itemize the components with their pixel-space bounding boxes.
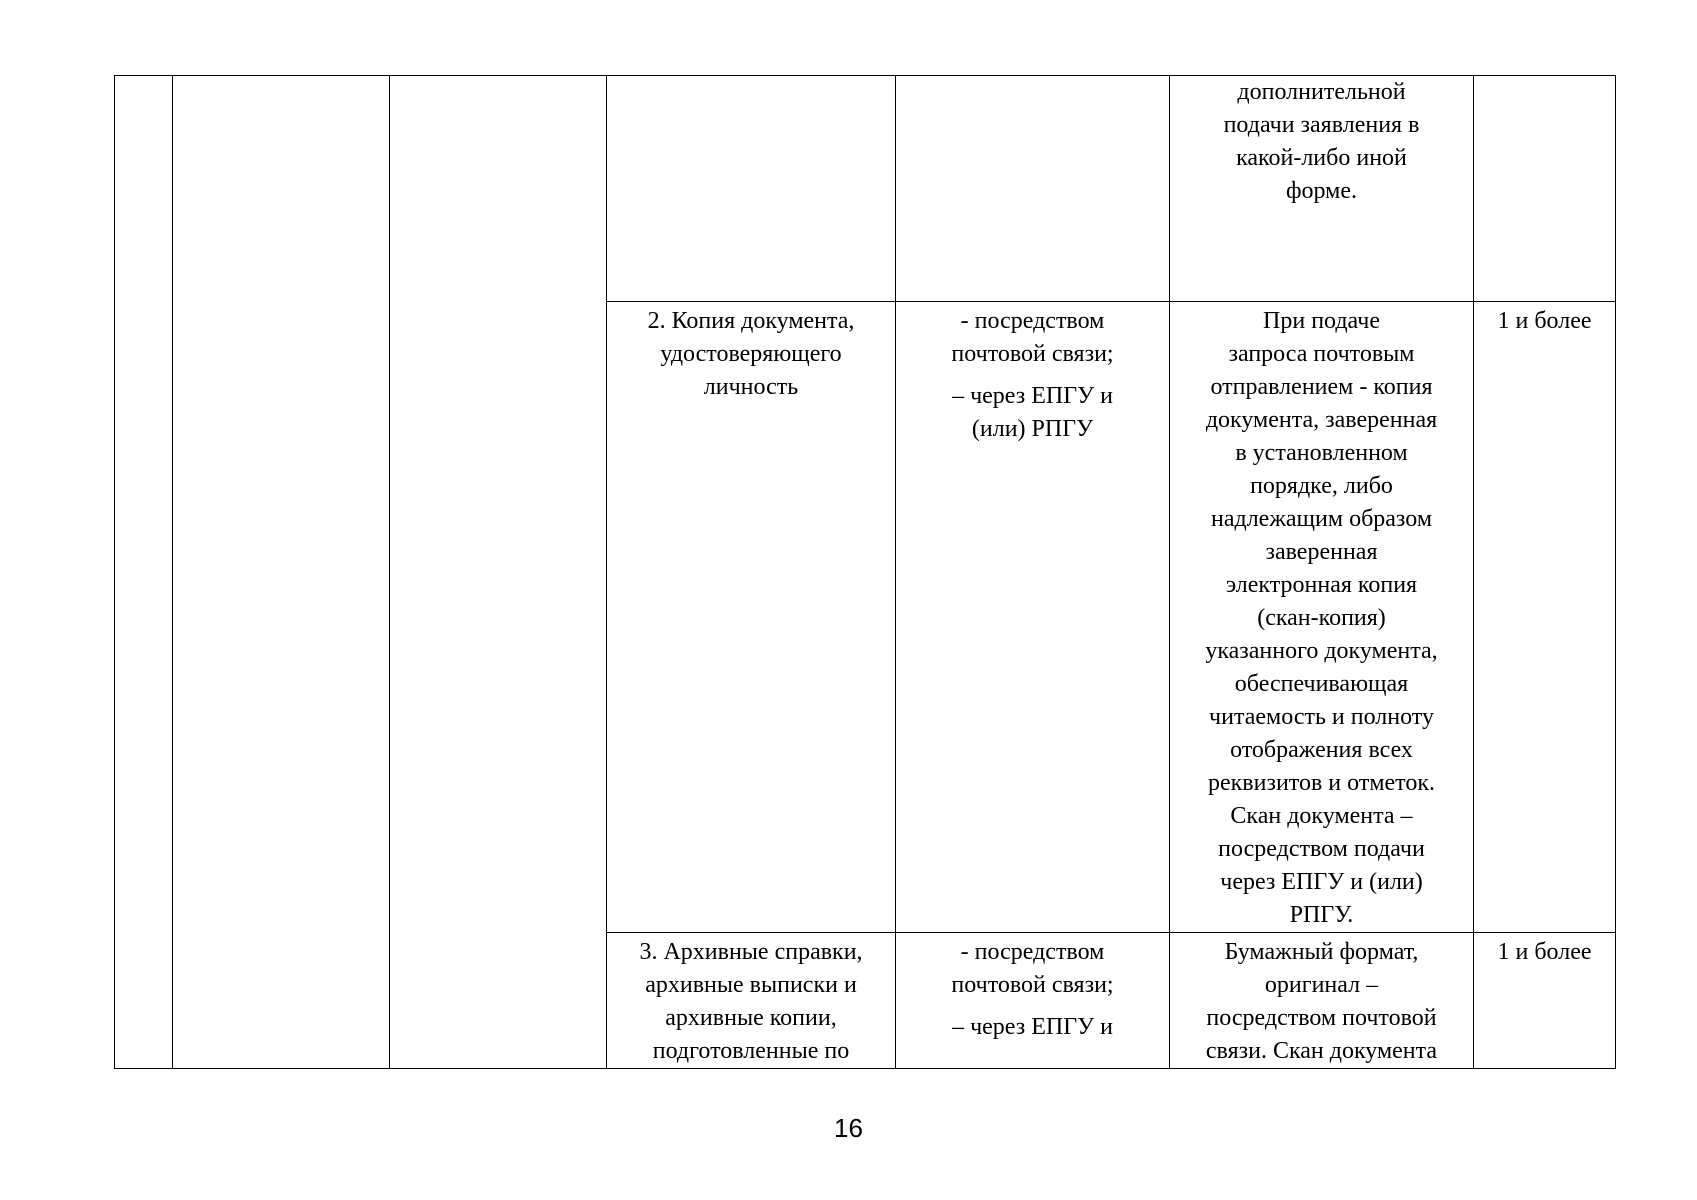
text-line: реквизитов и отметок. <box>1207 770 1435 796</box>
text-line: отображения всех <box>1230 737 1413 763</box>
text-line: - посредством <box>960 939 1105 965</box>
text-line: Скан документа – <box>1230 803 1413 829</box>
text-line: Бумажный формат, <box>1224 939 1419 965</box>
text-line: надлежащим образом <box>1210 506 1432 532</box>
quantity-text: 1 и более <box>1497 308 1592 334</box>
text-line: (или) РПГУ <box>971 416 1094 442</box>
text-line: порядке, либо <box>1250 473 1393 499</box>
text-line: посредством подачи <box>1218 836 1425 862</box>
table-cell-requirements <box>1170 302 1474 933</box>
text-line: - посредством <box>960 308 1105 334</box>
text-line: заверенная <box>1265 539 1378 565</box>
page-number: 16 <box>834 1113 863 1143</box>
text-line: указанного документа, <box>1205 638 1438 664</box>
text-line: 2. Копия документа, <box>647 308 855 334</box>
table-cell-method <box>896 933 1170 1069</box>
text-line: 3. Архивные справки, <box>639 939 863 965</box>
table-cell-method <box>896 76 1170 302</box>
text-line: архивные выписки и <box>645 972 857 998</box>
text-line: РПГУ. <box>1289 902 1354 928</box>
table-cell-quantity <box>1474 76 1616 302</box>
text-line: (скан-копия) <box>1257 605 1386 631</box>
text-line: архивные копии, <box>665 1005 837 1031</box>
table-cell-method <box>896 302 1170 933</box>
text-line: обеспечивающая <box>1234 671 1409 697</box>
text-line: электронная копия <box>1225 572 1418 598</box>
text-line: читаемость и полноту <box>1209 704 1434 730</box>
text-line: в установленном <box>1235 440 1408 466</box>
text-line: документа, заверенная <box>1205 407 1438 433</box>
text-line: При подаче <box>1263 308 1380 334</box>
table-cell-requirements <box>1170 933 1474 1069</box>
table-cell-requirements <box>1170 76 1474 302</box>
text-line: запроса почтовым <box>1228 341 1415 367</box>
table-row <box>115 76 1616 302</box>
text-line: дополнительной <box>1237 79 1406 105</box>
table-cell-document <box>607 76 896 302</box>
requirements-table <box>114 75 1616 1069</box>
text-line: почтовой связи; <box>951 972 1114 998</box>
text-line: подготовленные по <box>652 1038 850 1064</box>
text-line: удостоверяющего <box>660 341 842 367</box>
table-cell-quantity <box>1474 302 1616 933</box>
text-line: посредством почтовой <box>1206 1005 1437 1031</box>
text-line: оригинал – <box>1264 972 1379 998</box>
text-line: почтовой связи; <box>951 341 1114 367</box>
table-cell-quantity <box>1474 933 1616 1069</box>
table-cell-document <box>607 933 896 1069</box>
text-line: через ЕПГУ и (или) <box>1220 869 1423 895</box>
table-cell-document <box>607 302 896 933</box>
text-line: – через ЕПГУ и <box>952 1014 1113 1040</box>
text-line: подачи заявления в <box>1223 112 1420 138</box>
text-line: личность <box>703 374 799 400</box>
text-line: отправлением - копия <box>1210 374 1433 400</box>
table-cell-number <box>115 76 173 1069</box>
text-line: форме. <box>1285 178 1358 204</box>
quantity-text: 1 и более <box>1497 939 1592 965</box>
text-line: – через ЕПГУ и <box>952 383 1113 409</box>
table-cell-service-name <box>173 76 390 1069</box>
text-line: какой-либо иной <box>1236 145 1407 171</box>
table-cell-applicant <box>390 76 607 1069</box>
text-line: связи. Скан документа <box>1205 1038 1438 1064</box>
